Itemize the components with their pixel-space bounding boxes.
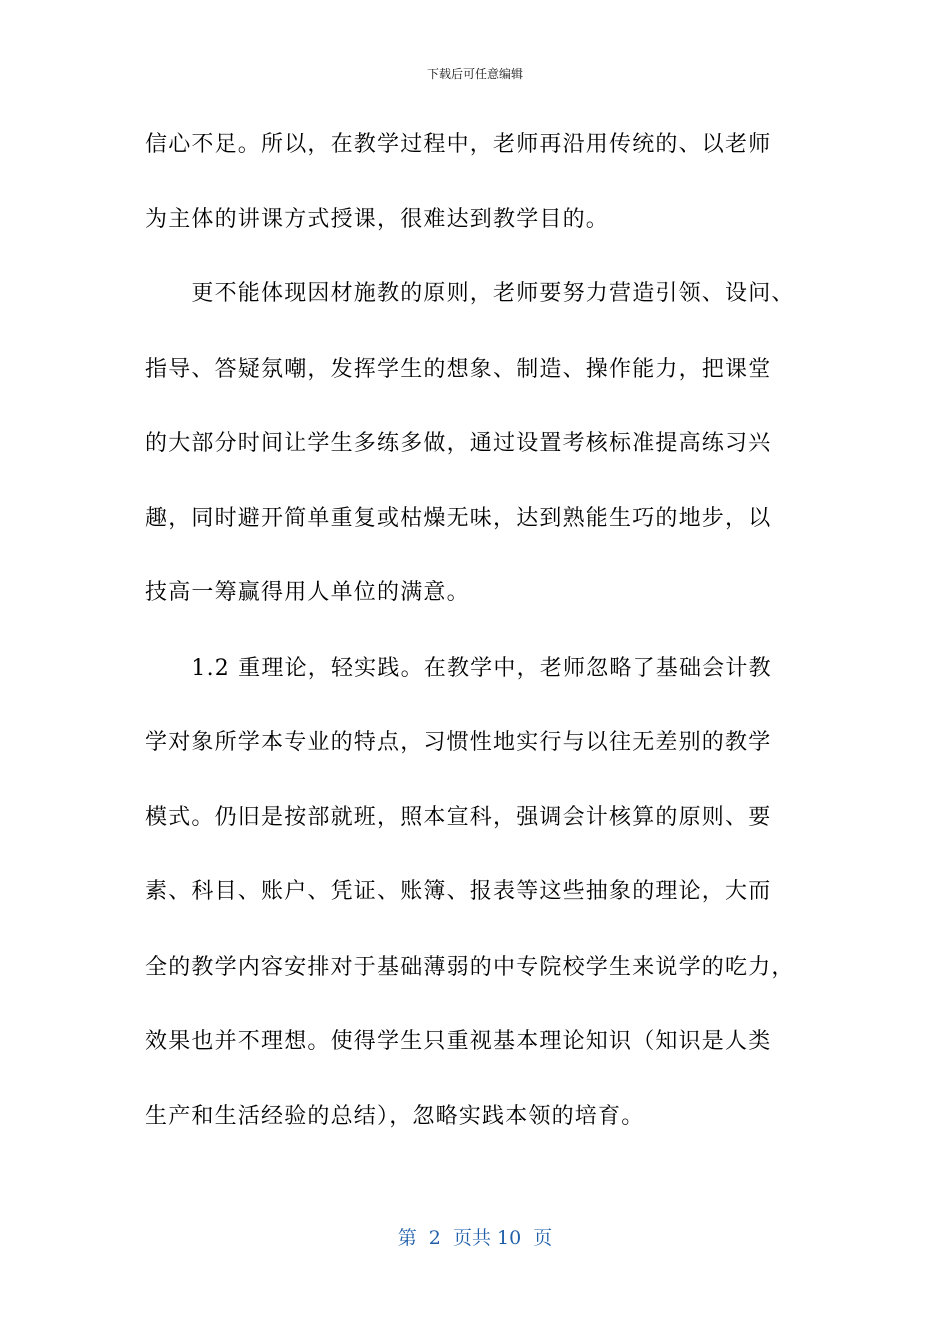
body-line: 全的教学内容安排对于基础薄弱的中专院校学生来说学的吃力， bbox=[145, 955, 795, 980]
body-line: 趣，同时避开简单重复或枯燥无味，达到熟能生巧的地步，以 bbox=[145, 506, 772, 531]
body-line: 信心不足。所以，在教学过程中，老师再沿用传统的、以老师 bbox=[145, 132, 772, 157]
body-line: 效果也并不理想。使得学生只重视基本理论知识（知识是人类 bbox=[145, 1029, 772, 1054]
body-line: 模式。仍旧是按部就班，照本宣科，强调会计核算的原则、要 bbox=[145, 805, 772, 830]
body-line: 学对象所学本专业的特点，习惯性地实行与以往无差别的教学 bbox=[145, 730, 772, 755]
body-line: 更不能体现因材施教的原则，老师要努力营造引领、设问、 bbox=[145, 281, 795, 306]
body-line: 技高一筹赢得用人单位的满意。 bbox=[145, 580, 470, 605]
body-line: 的大部分时间让学生多练多做，通过设置考核标准提高练习兴 bbox=[145, 431, 772, 456]
body-line: 生产和生活经验的总结），忽略实践本领的培育。 bbox=[145, 1104, 645, 1129]
page-number-text: 第 2 页共 10 页 bbox=[397, 1227, 553, 1249]
body-line: 为主体的讲课方式授课，很难达到教学目的。 bbox=[145, 207, 610, 232]
body-line: 1.2 重理论，轻实践。在教学中，老师忽略了基础会计教 bbox=[145, 656, 772, 681]
body-line: 素、科目、账户、凭证、账簿、报表等这些抽象的理论，大而 bbox=[145, 879, 772, 904]
page-header: 下载后可任意编辑 bbox=[426, 67, 523, 81]
page-number-footer bbox=[0, 1225, 950, 1251]
body-line: 指导、答疑氛嘲，发挥学生的想象、制造、操作能力，把课堂 bbox=[145, 357, 772, 382]
